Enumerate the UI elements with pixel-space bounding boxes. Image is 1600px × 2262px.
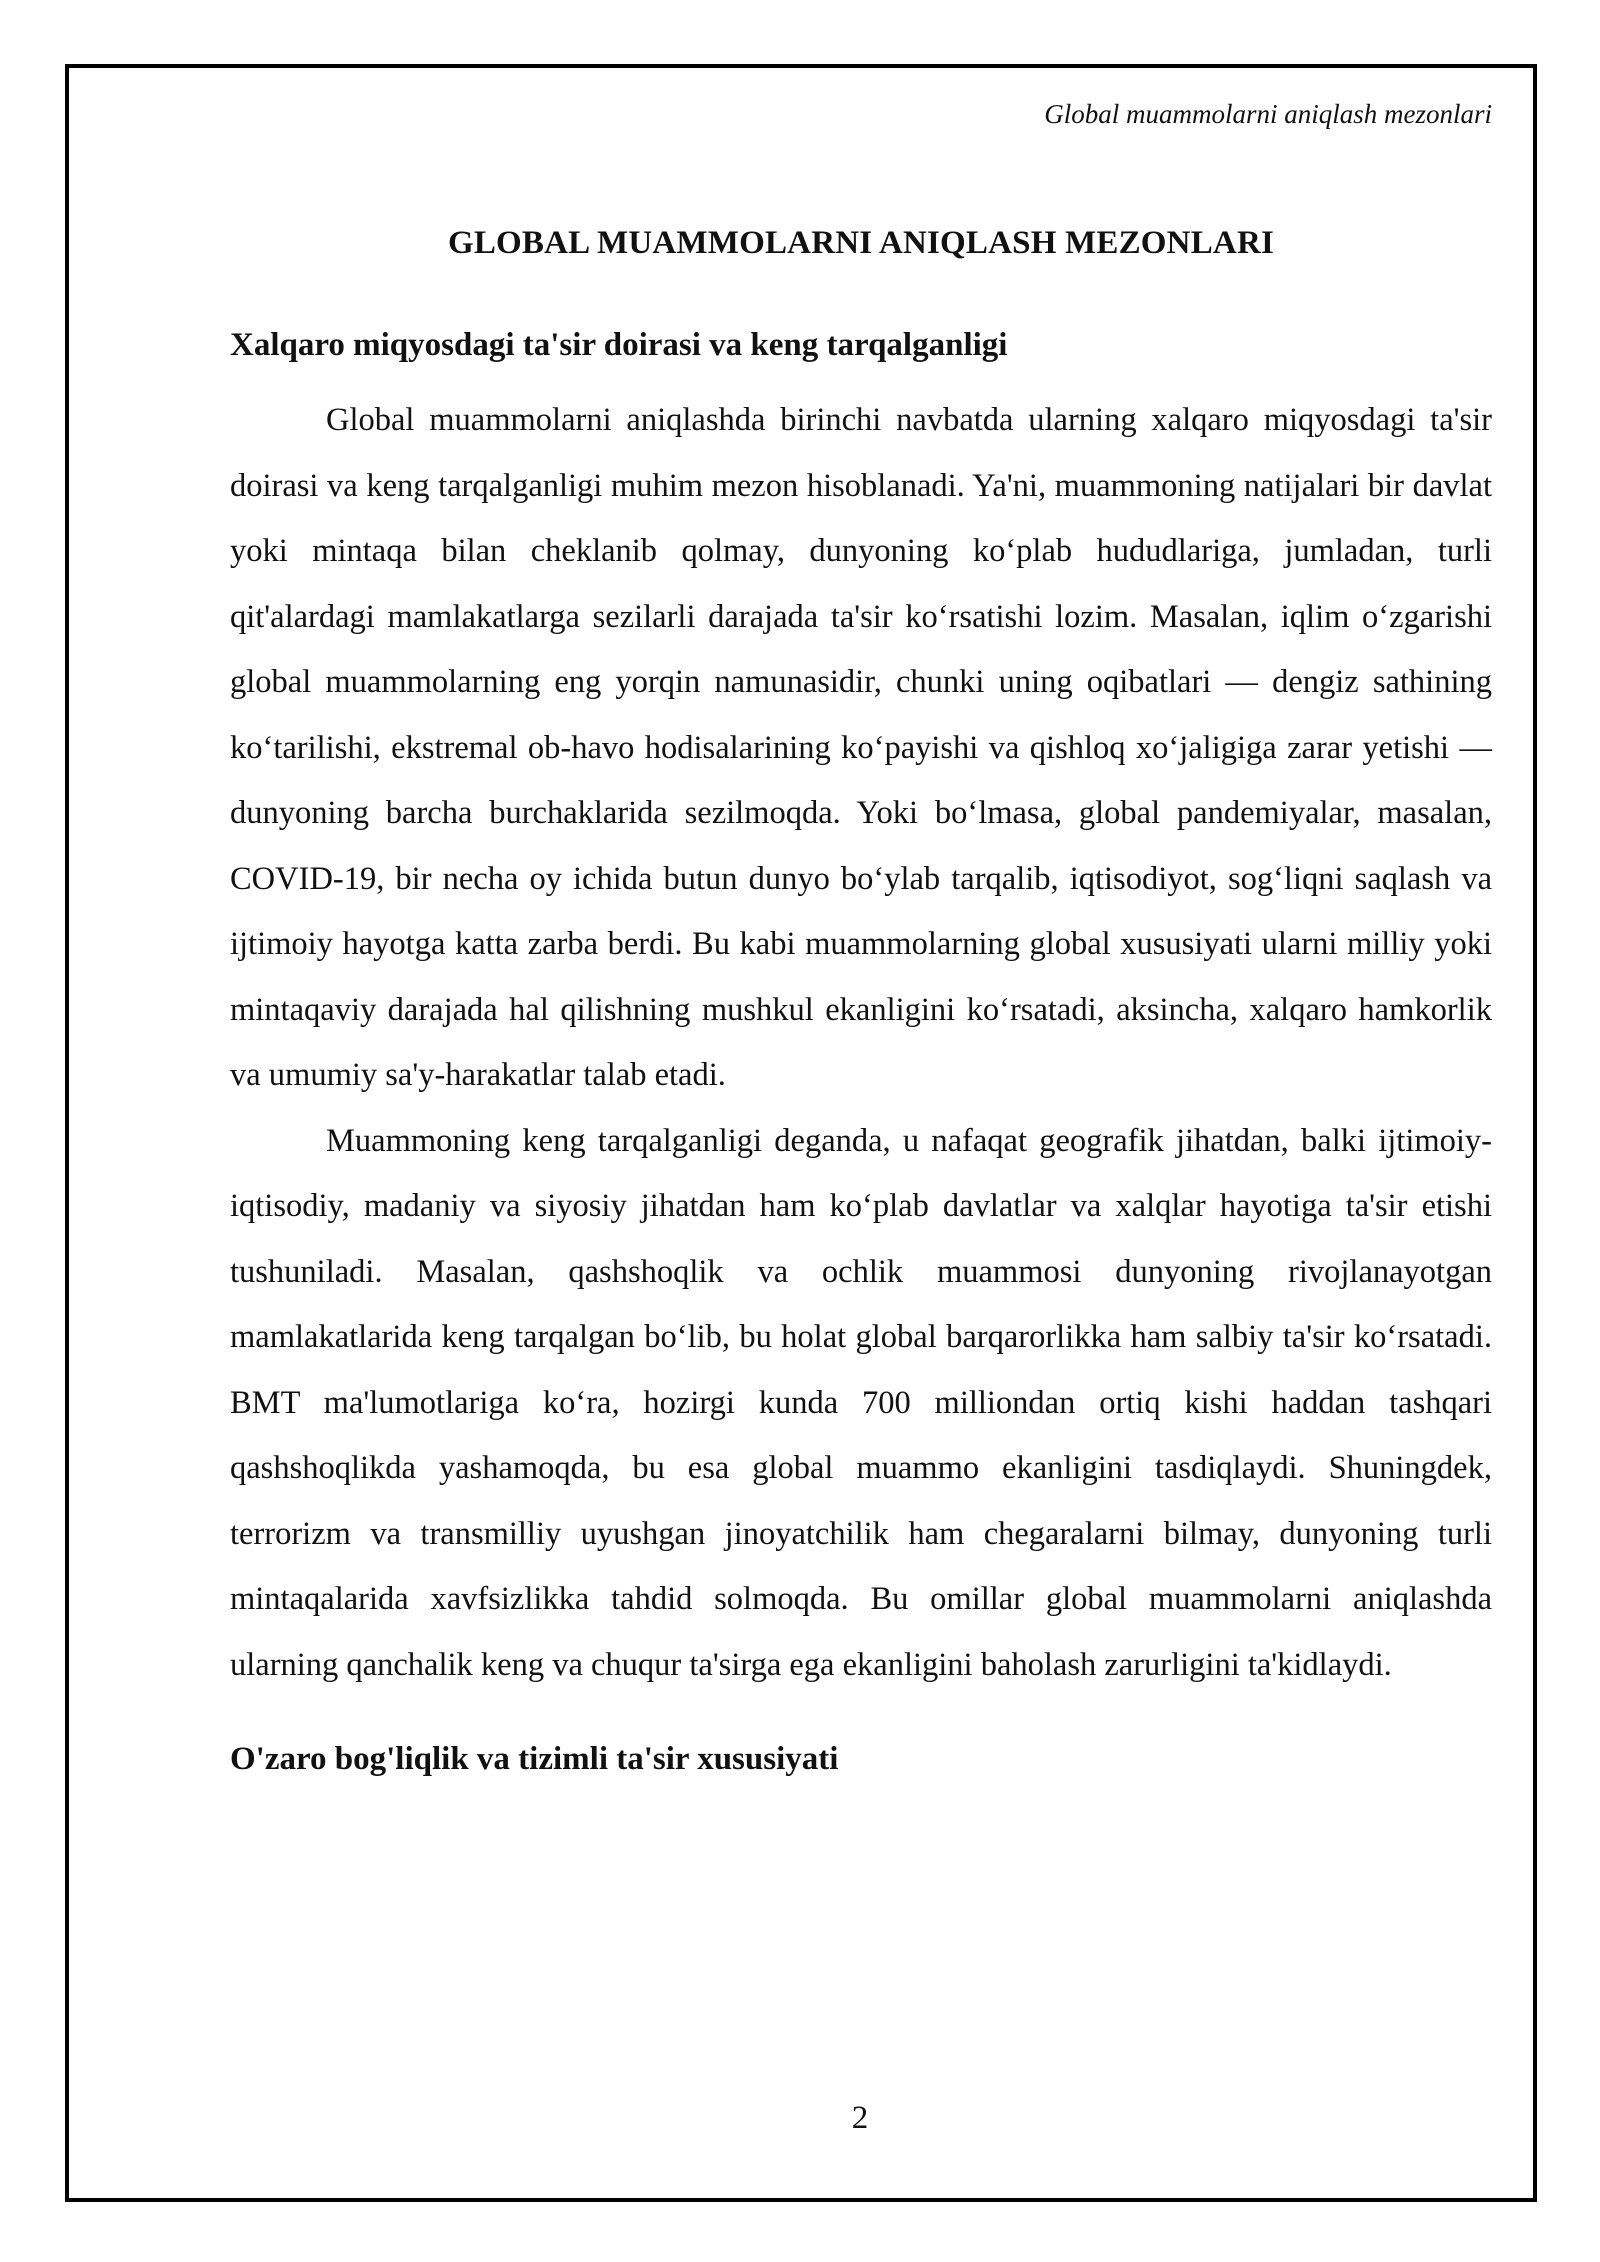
section-heading-2: O'zaro bog'liqlik va tizimli ta'sir xususiyati: [230, 1741, 839, 1777]
paragraph-2: Muammoning keng tarqalganligi deganda, u nafaqat geografik jihatdan, balki ijtimoiy-iqtisodiy, madaniy va siyosiy jihatdan ham ko‘plab davlatlar va xalqlar hayotiga ta'sir etishi tushuniladi. Masalan, qashshoqlik va ochlik muammosi dunyoning rivojlanayotgan mamlakatlarida keng tarqalgan bo‘lib, bu holat global barqarorlikka ham salbiy ta'sir ko‘rsatadi. BMT ma'lumotlariga ko‘ra, hozirgi kunda 700 milliondan ortiq kishi haddan tashqari qashshoqlikda yashamoqda, bu esa global muammo ekanligini tasdiqlaydi. Shuningdek, terrorizm va transmilliy uyushgan jinoyatchilik ham chegaralarni bilmay, dunyoning turli mintaqalarida xavfsizlikka tahdid solmoqda. Bu omillar global muammolarni aniqlashda ularning qanchalik keng va chuqur ta'sirga ega ekanligini baholash zarurligini ta'kidlaydi.: [230, 1122, 1492, 1683]
page-number: 2: [851, 2100, 869, 2136]
section-heading-1: Xalqaro miqyosdagi ta'sir doirasi va keng tarqalganligi: [230, 327, 1008, 363]
paragraph-1: Global muammolarni aniqlashda birinchi navbatda ularning xalqaro miqyosdagi ta'sir doirasi va keng tarqalganligi muhim mezon hisoblanadi. Ya'ni, muammoning natijalari bir davlat yoki mintaqa bilan cheklanib qolmay, dunyoning ko‘plab hududlariga, jumladan, turli qit'alardagi mamlakatlarga sezilarli darajada ta'sir ko‘rsatishi lozim. Masalan, iqlim o‘zgarishi global muammolarning eng yorqin namunasidir, chunki uning oqibatlari — dengiz sathining ko‘tarilishi, ekstremal ob-havo hodisalarining ko‘payishi va qishloq xo‘jaligiga zarar yetishi — dunyoning barcha burchaklarida sezilmoqda. Yoki bo‘lmasa, global pandemiyalar, masalan, COVID-19, bir necha oy ichida butun dunyo bo‘ylab tarqalib, iqtisodiyot, sog‘liqni saqlash va ijtimoiy hayotga katta zarba berdi. Bu kabi muammolarning global xususiyati ularni milliy yoki mintaqaviy darajada hal qilishning mushkul ekanligini ko‘rsatadi, aksincha, xalqaro hamkorlik va umumiy sa'y-harakatlar talab etadi.: [230, 402, 1492, 1093]
document-title: GLOBAL MUAMMOLARNI ANIQLASH MEZONLARI: [447, 225, 1275, 261]
document-body: [230, 210, 1492, 1802]
running-header: Global muammolarni aniqlash mezonlari: [1044, 99, 1492, 129]
